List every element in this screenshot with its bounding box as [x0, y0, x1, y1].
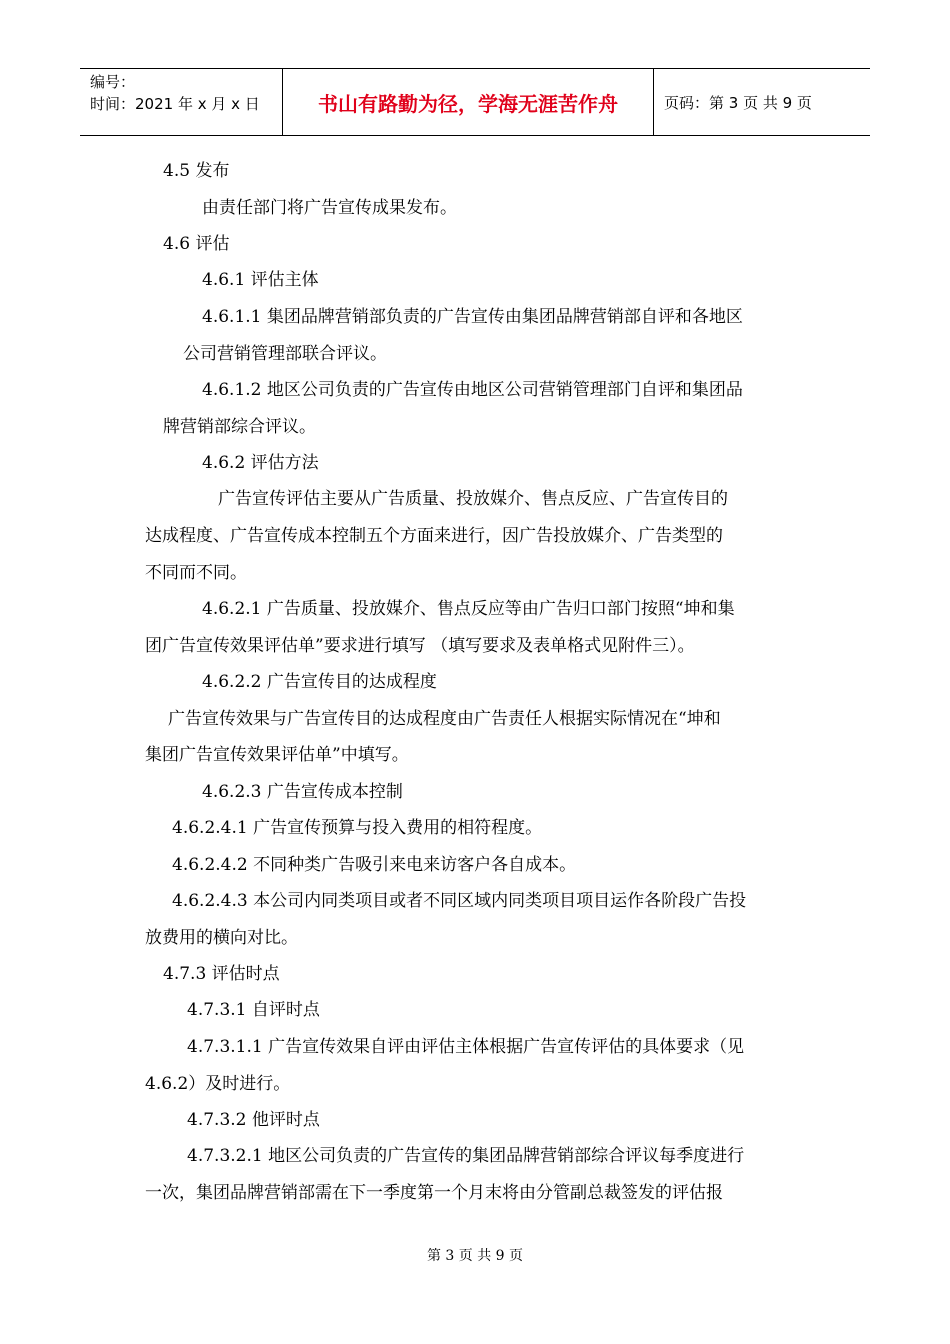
paragraph-line: 公司营销管理部联合评议。	[183, 344, 387, 364]
heading-4-7-3-2: 4.7.3.2 他评时点	[187, 1110, 320, 1130]
heading-4-6-1: 4.6.1 评估主体	[202, 270, 319, 290]
heading-4-6-2: 4.6.2 评估方法	[202, 453, 319, 473]
number-label: 编号：	[90, 73, 136, 91]
paragraph-line: 由责任部门将广告宣传成果发布。	[202, 198, 457, 218]
heading-4-6: 4.6 评估	[163, 234, 230, 254]
paragraph-line: 4.6.1.1 集团品牌营销部负责的广告宣传由集团品牌营销部自评和各地区	[202, 307, 743, 327]
paragraph-line: 一次，集团品牌营销部需在下一季度第一个月末将由分管副总裁签发的评估报	[145, 1183, 723, 1203]
heading-4-7-3: 4.7.3 评估时点	[163, 964, 280, 984]
paragraph-line: 4.7.3.2.1 地区公司负责的广告宣传的集团品牌营销部综合评议每季度进行	[187, 1146, 745, 1166]
heading-4-7-3-1: 4.7.3.1 自评时点	[187, 1000, 320, 1020]
paragraph-line: 集团广告宣传效果评估单”中填写。	[145, 745, 409, 765]
header-meta	[80, 69, 282, 135]
header-motto: 书山有路勤为径，学海无涯苦作舟	[282, 69, 654, 135]
page-header	[80, 68, 870, 136]
paragraph-line: 广告宣传效果与广告宣传目的达成程度由广告责任人根据实际情况在“坤和	[168, 709, 721, 729]
paragraph-line: 4.6.2.4.2 不同种类广告吸引来电来访客户各自成本。	[172, 855, 577, 875]
paragraph-line: 4.6.1.2 地区公司负责的广告宣传由地区公司营销管理部门自评和集团品	[202, 380, 743, 400]
paragraph-line: 4.7.3.1.1 广告宣传效果自评由评估主体根据广告宣传评估的具体要求（见	[187, 1037, 745, 1057]
paragraph-line: 4.6.2.1 广告质量、投放媒介、售点反应等由广告归口部门按照“坤和集	[202, 599, 735, 619]
paragraph-line: 不同而不同。	[145, 563, 247, 583]
paragraph-line: 达成程度、广告宣传成本控制五个方面来进行，因广告投放媒介、广告类型的	[145, 526, 723, 546]
paragraph-line: 4.6.2.4.3 本公司内同类项目或者不同区域内同类项目项目运作各阶段广告投	[172, 891, 747, 911]
date-label: 时间：2021 年 x 月 x 日	[90, 95, 260, 113]
heading-4-6-2-2: 4.6.2.2 广告宣传目的达成程度	[202, 672, 437, 692]
header-page-info: 页码：第 3 页 共 9 页	[664, 93, 812, 112]
paragraph-line: 广告宣传评估主要从广告质量、投放媒介、售点反应、广告宣传目的	[218, 489, 728, 509]
paragraph-line: 团广告宣传效果评估单”要求进行填写 （填写要求及表单格式见附件三）。	[145, 636, 695, 656]
paragraph-line: 放费用的横向对比。	[145, 928, 298, 948]
paragraph-line: 4.6.2.4.1 广告宣传预算与投入费用的相符程度。	[172, 818, 543, 838]
paragraph-line: 牌营销部综合评议。	[163, 417, 316, 437]
heading-4-5: 4.5 发布	[163, 161, 230, 181]
page-footer: 第 3 页 共 9 页	[426, 1248, 524, 1264]
paragraph-line: 4.6.2）及时进行。	[145, 1074, 291, 1094]
heading-4-6-2-3: 4.6.2.3 广告宣传成本控制	[202, 782, 403, 802]
